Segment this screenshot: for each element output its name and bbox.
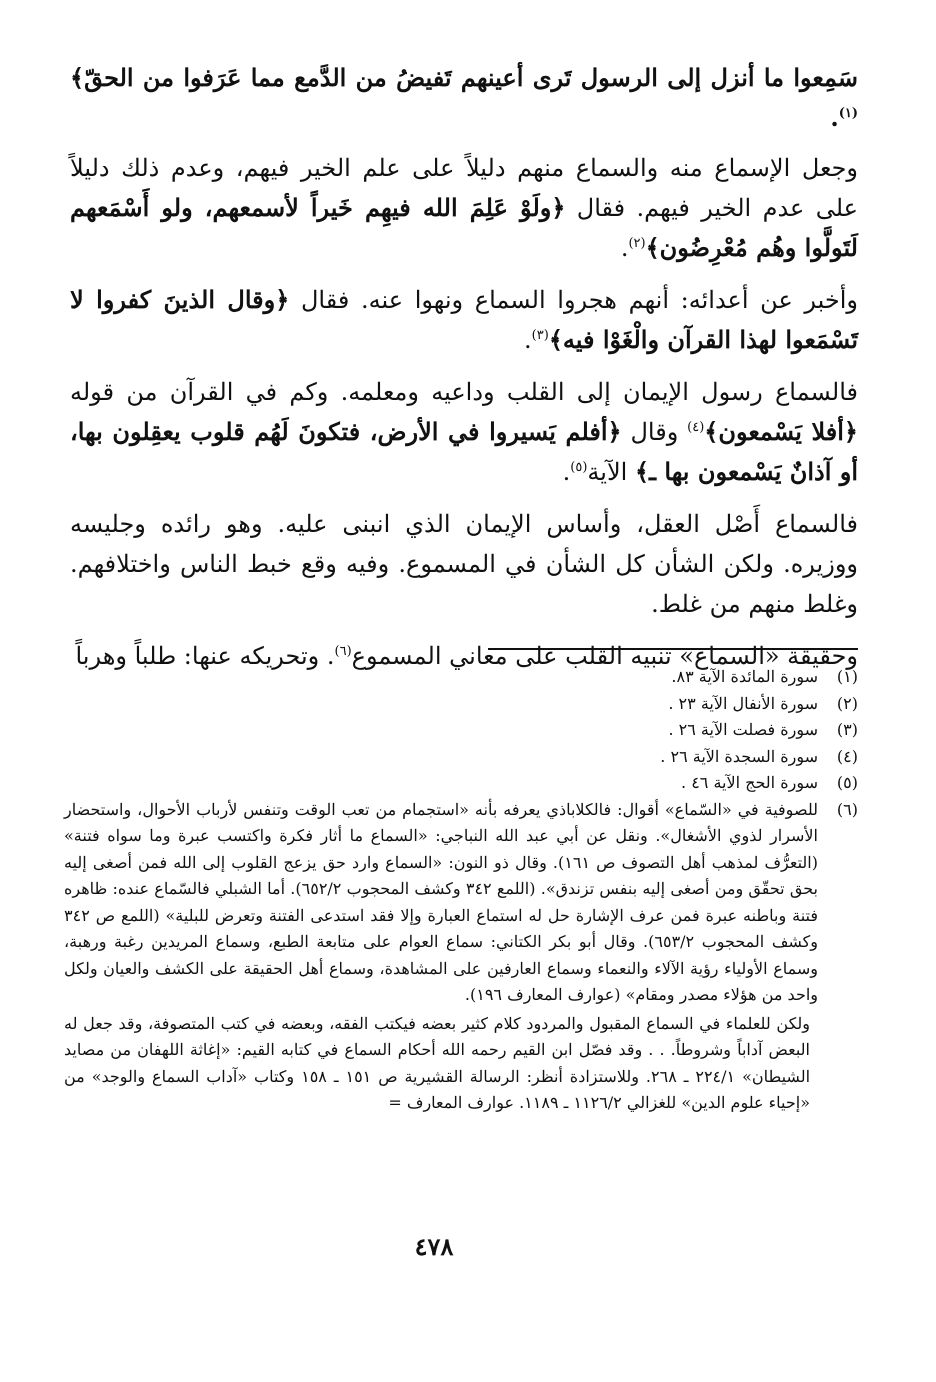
quran-quote: ﴿أفلم يَسيروا في الأرض، فتكونَ لَهُم قلوب يعقِلون بها، أو آذانٌ يَسْمعون بها ـ﴾: [70, 417, 858, 486]
paragraph-5: [70, 504, 858, 624]
paragraph-text: وحقيقة «السماع» تنبيه القلب على معاني المسموع: [351, 642, 858, 670]
footnote-text: سورة الحج الآية ٤٦ .: [681, 773, 818, 792]
footnote-number: (٤): [836, 746, 858, 766]
quran-quote: ﴿أفلا يَسْمعون﴾: [704, 417, 858, 446]
period: .: [524, 326, 532, 354]
period: .: [830, 103, 839, 132]
footnote-1: [64, 664, 858, 691]
footnote-3: [64, 717, 858, 744]
footnote-number: (٥): [836, 773, 858, 792]
paragraph-text: وقال: [621, 418, 688, 446]
paragraph-text: وأخبر عن أعدائه: أنهم هجروا السماع ونهوا عنه. فقال: [289, 286, 858, 314]
quran-quote: ﴿وقال الذينَ كفروا لا تَسْمَعوا لهذا القرآن والْغَوْا فيه﴾: [70, 285, 858, 354]
footnote-continuation: ولكن للعلماء في السماع المقبول والمردود كلام كثير بعضه فيكتب الفقه، وبعضه في كتب المتصوفة، وقد جعل له البعض آداباً وشروطاً. . . وقد فصّل ابن القيم رحمه الله أحكام السماع في كتابه القيم: «إغاثة اللهفان من مصايد الشيطان» ٢٢٤/١ ـ ٢٦٨. وللاستزادة أنظر: الرسالة القشيرية ص ١٥١ ـ ١٥٨ وكتاب «آداب السماع والوجد» من «إحياء علوم الدين» للغزالي ١١٢٦/٢ ـ ١١٨٩. عوارف المعارف =: [64, 1013, 811, 1112]
paragraph-2: [70, 148, 858, 268]
footnote-number: (٢): [836, 693, 858, 713]
period: .: [620, 234, 629, 262]
footnote-text: سورة الأنفال الآية ٢٣ .: [668, 693, 818, 713]
footnote-number: (٦): [836, 799, 858, 819]
paragraph-text: وجعل الإسماع منه والسماع منهم دليلاً على علم الخير فيهم، وعدم ذلك دليلاً على عدم الخير فيهم. فقال: [70, 154, 859, 222]
paragraph-3: [70, 280, 858, 360]
footnote-6: [64, 797, 858, 1009]
footnote-ref-3: (٣): [531, 328, 549, 343]
footnote-ref-4: (٤): [687, 420, 705, 435]
footnote-text: سورة المائدة الآية ٨٣.: [671, 667, 818, 686]
footnote-2: [64, 691, 858, 718]
paragraph-1: [70, 58, 858, 138]
period: .: [562, 458, 571, 486]
footnote-ref-1: (١): [838, 106, 858, 121]
main-text: [70, 58, 858, 688]
paragraph-text: فالسماع رسول الإيمان إلى القلب وداعيه ومعلمه. وكم في القرآن من قوله: [70, 378, 858, 406]
page-number: ٤٧٨: [414, 1232, 454, 1261]
footnote-separator: [488, 648, 858, 650]
paragraph-text: . وتحريكه عنها: طلباً وهرباً: [75, 642, 335, 670]
quran-quote: ﴿ولَوْ عَلِمَ الله فيهِم خَيراً لأسمعهم، ولو أَسْمَعهم لَتَولَّوا وهُم مُعْرِضُون﴾: [70, 193, 858, 262]
paragraph-text: فالسماع أَصْل العقل، وأساس الإيمان الذي انبنى عليه. وهو رائده وجليسه ووزيره. ولكن الشأن كل الشأن في المسموع. وفيه وقع خبط الناس واختلافهم. وغلط منهم من غلط.: [70, 510, 858, 618]
quran-quote: سَمِعوا ما أنزل إلى الرسول تَرى أعينهم تَفيضُ من الدَّمع مما عَرَفوا من الحقّ﴾: [70, 63, 858, 92]
footnote-4: [64, 744, 858, 771]
footnote-ref-2: (٢): [628, 236, 646, 251]
footnotes: [64, 664, 858, 1117]
footnote-text: سورة فصلت الآية ٢٦ .: [668, 720, 818, 739]
footnote-ref-5: (٥): [570, 460, 588, 475]
footnote-5: [64, 770, 858, 797]
footnote-text: للصوفية في «السّماع» أقوال: فالكلاباذي يعرفه بأنه «استجمام من تعب الوقت وتنفس لأرباب الأحوال، واستحضار الأسرار لذوي الأشغال». ونقل عن أبي عبد الله النباجي: «السماع ما أثار فكرة واكتسب عبرة وما سواه فتنة» (التعرُّف لمذهب أهل التصوف ص ١٦١). وقال ذو النون: «السماع وارد حق يزعج القلوب إلى الله فمن أصغى إليه بحق تحقّق ومن أصغى إليه بنفس تزندق». (اللمع ٣٤٢ وكشف المحجوب ٦٥٢/٢). أما الشبلي فالسّماع عنده: ظاهره فتنة وباطنه عبرة فمن عرف الإشارة حل له استماع العبارة وإلا فقد استدعى الفتنة وتعرض للبلية» (اللمع ص ٣٤٢ وكشف المحجوب ٦٥٣/٢). وقال أبو بكر الكتاني: سماع العوام على متابعة الطبع، وسماع المريدين رغبة ورهبة، وسماع الأولياء رؤية الآلاء والنعماء وسماع العارفين على المشاهدة، وسماع أهل الحقيقة على الكشف والعيان ولكل واحد من هؤلاء مصدر ومقام» (عوارف المعارف ١٩٦).: [64, 799, 819, 1004]
footnote-number: (١): [836, 667, 858, 686]
paragraph-4: [70, 372, 858, 492]
paragraph-text: الآية: [587, 458, 635, 486]
footnote-ref-6: (٦): [334, 644, 352, 659]
footnote-number: (٣): [836, 720, 858, 739]
footnote-text: سورة السجدة الآية ٢٦ .: [660, 746, 818, 766]
